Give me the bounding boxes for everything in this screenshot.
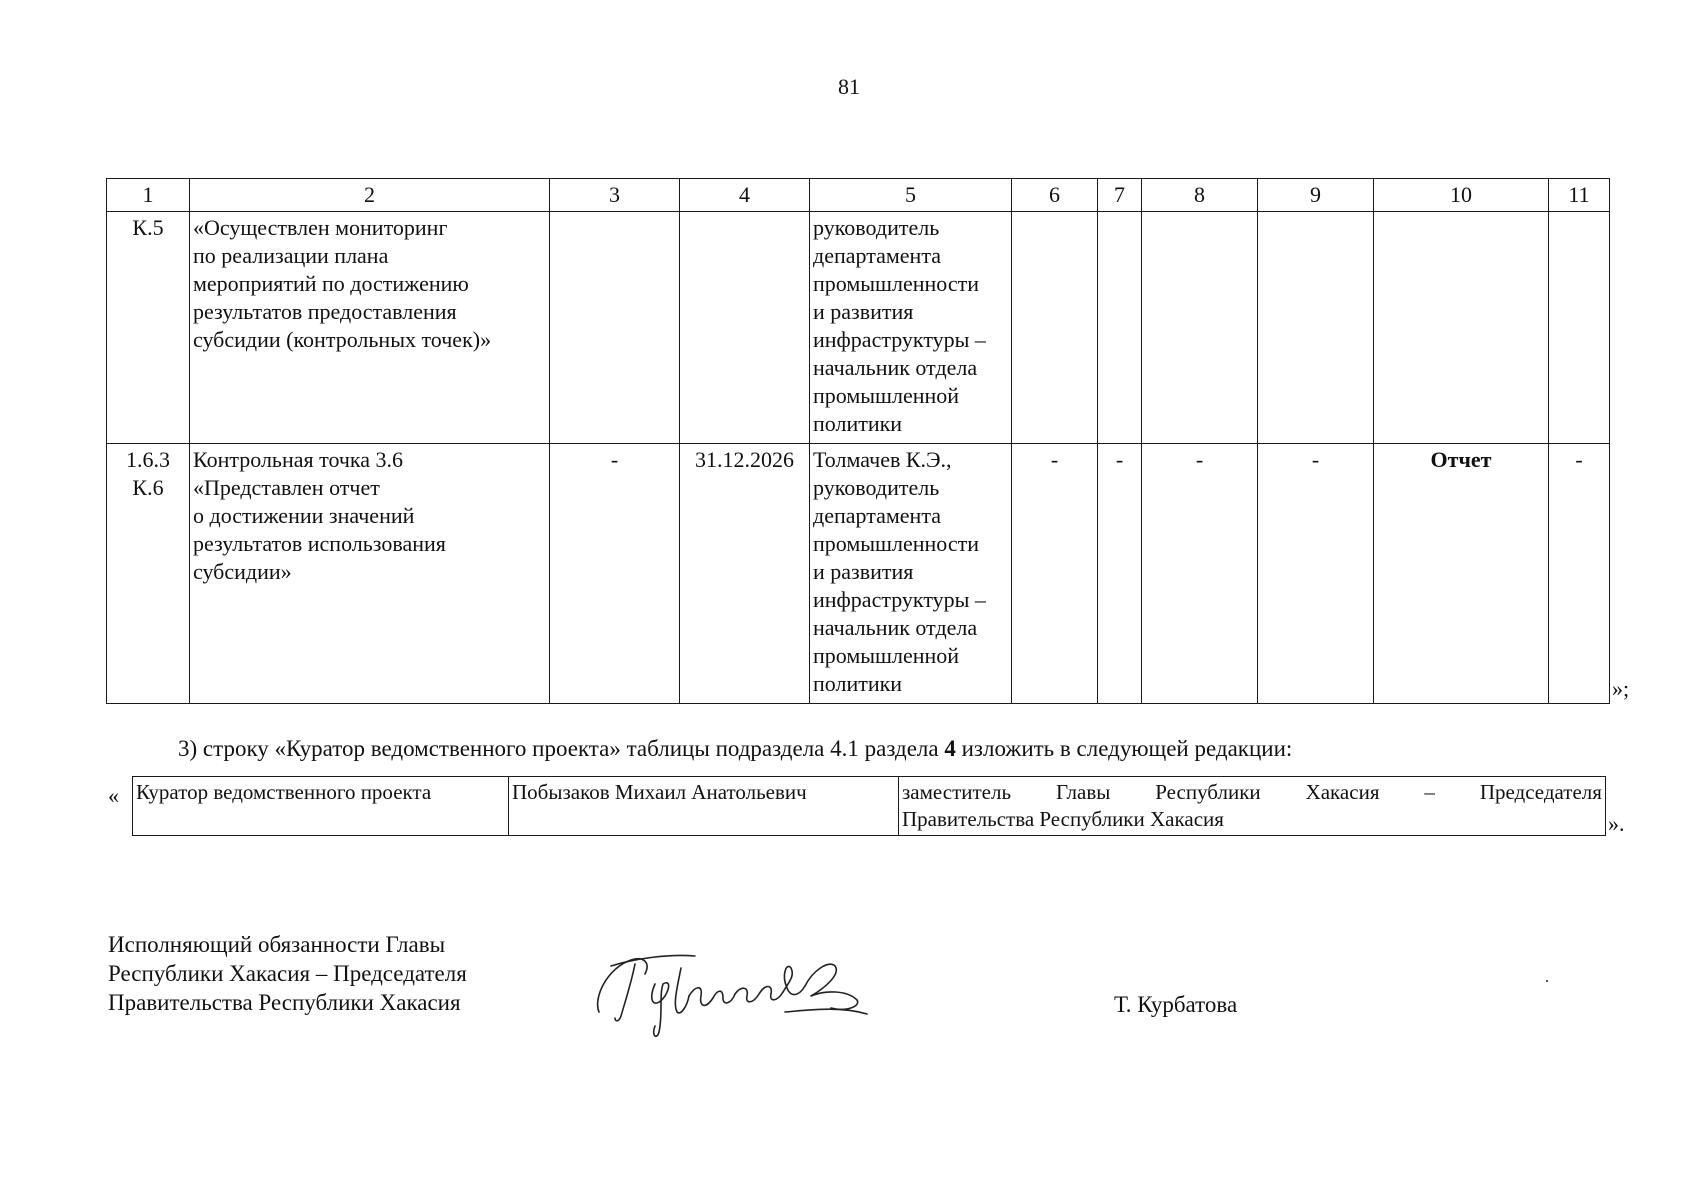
table-cell: - (1142, 444, 1258, 704)
table-cell (1142, 212, 1258, 444)
cell-line: 1.6.3 (126, 447, 170, 472)
column-header: 2 (190, 179, 550, 212)
cell-line: промышленной (813, 383, 960, 408)
cell-line: руководитель (813, 475, 940, 500)
plan-table (106, 178, 1610, 704)
table-row (107, 444, 1610, 704)
cell-line: промышленности (813, 531, 979, 556)
row-number-cell (107, 212, 190, 444)
curator-close-quote: ». (1608, 811, 1625, 836)
position-word: – (1424, 780, 1435, 804)
signer-title (108, 930, 467, 1017)
instruction-text-end: изложить в следующей редакции: (955, 736, 1293, 761)
cell-line: Толмачев К.Э., (813, 447, 952, 472)
cell-line: инфраструктуры – (813, 587, 986, 612)
row-number-cell (107, 444, 190, 704)
report-cell: Отчет (1374, 444, 1549, 704)
table-row (133, 777, 1606, 836)
instruction-section-number: 4 (944, 736, 956, 761)
column-header: 8 (1142, 179, 1258, 212)
cell-line: руководитель (813, 215, 940, 240)
table-cell: - (1012, 444, 1098, 704)
table-cell: - (550, 444, 680, 704)
cell-line: Контрольная точка 3.6 (193, 447, 404, 472)
table-header-row (107, 179, 1610, 212)
table-cell (1374, 212, 1549, 444)
table-closing-quote: »; (1612, 676, 1630, 701)
curator-table (132, 776, 1606, 836)
cell-line: «Представлен отчет (193, 475, 380, 500)
cell-line: К.6 (132, 475, 164, 500)
curator-open-quote: « (108, 783, 119, 808)
cell-line: политики (813, 671, 903, 696)
cell-line: департамента (813, 243, 941, 268)
cell-line: начальник отдела (813, 615, 978, 640)
column-header: 7 (1098, 179, 1142, 212)
cell-line: по реализации плана (193, 243, 389, 268)
cell-line: политики (813, 411, 903, 436)
table-cell: - (1098, 444, 1142, 704)
position-word: Председателя (1479, 780, 1602, 804)
column-header: 10 (1374, 179, 1549, 212)
table-cell: - (1549, 444, 1610, 704)
cell-line: «Осуществлен мониторинг (193, 215, 448, 240)
scan-speck (1546, 980, 1548, 982)
date-cell: 31.12.2026 (680, 444, 810, 704)
column-header: 3 (550, 179, 680, 212)
table-row (107, 212, 1610, 444)
column-header: 6 (1012, 179, 1098, 212)
responsible-cell (810, 444, 1012, 704)
position-word: заместитель (902, 780, 1012, 804)
cell-line: субсидии (контрольных точек)» (193, 327, 492, 352)
cell-line: департамента (813, 503, 941, 528)
table-cell (1549, 212, 1610, 444)
signer-name: Т. Курбатова (1114, 992, 1238, 1017)
position-line (902, 779, 1602, 806)
cell-line: о достижении значений (193, 503, 415, 528)
event-name-cell (190, 212, 550, 444)
cell-line: мероприятий по достижению (193, 271, 469, 296)
column-header: 5 (810, 179, 1012, 212)
cell-line: результатов использования (193, 531, 446, 556)
column-header: 11 (1549, 179, 1610, 212)
event-name-cell (190, 444, 550, 704)
table-cell (1098, 212, 1142, 444)
cell-line: промышленности (813, 271, 979, 296)
curator-role-cell: Куратор ведомственного проекта (133, 777, 509, 836)
position-word: Республики (1155, 780, 1261, 804)
cell-line: субсидии» (193, 559, 292, 584)
page-number: 81 (838, 74, 860, 99)
date-cell (680, 212, 810, 444)
cell-line: и развития (813, 559, 914, 584)
curator-name-cell: Побызаков Михаил Анатольевич (509, 777, 899, 836)
table-cell: - (1258, 444, 1374, 704)
cell-line: начальник отдела (813, 355, 978, 380)
instruction-paragraph (178, 736, 1292, 762)
table-cell (550, 212, 680, 444)
position-word: Хакасия (1305, 780, 1380, 804)
column-header: 4 (680, 179, 810, 212)
signer-title-line: Правительства Республики Хакасия (108, 990, 461, 1015)
signer-title-line: Республики Хакасия – Председателя (108, 961, 467, 986)
column-header: 9 (1258, 179, 1374, 212)
handwritten-signature (585, 940, 875, 1040)
table-cell (1012, 212, 1098, 444)
table-cell (1258, 212, 1374, 444)
position-line: Правительства Республики Хакасия (902, 807, 1224, 831)
responsible-cell (810, 212, 1012, 444)
cell-line: и развития (813, 299, 914, 324)
instruction-text: 3) строку «Куратор ведомственного проекта» таблицы подраздела 4.1 раздела (178, 736, 945, 761)
position-word: Главы (1055, 780, 1111, 804)
cell-line: результатов предоставления (193, 299, 457, 324)
signer-title-line: Исполняющий обязанности Главы (108, 932, 446, 957)
cell-line: промышленной (813, 643, 960, 668)
cell-line: инфраструктуры – (813, 327, 986, 352)
column-header: 1 (107, 179, 190, 212)
curator-position-cell (899, 777, 1606, 836)
cell-line: К.5 (132, 215, 164, 240)
